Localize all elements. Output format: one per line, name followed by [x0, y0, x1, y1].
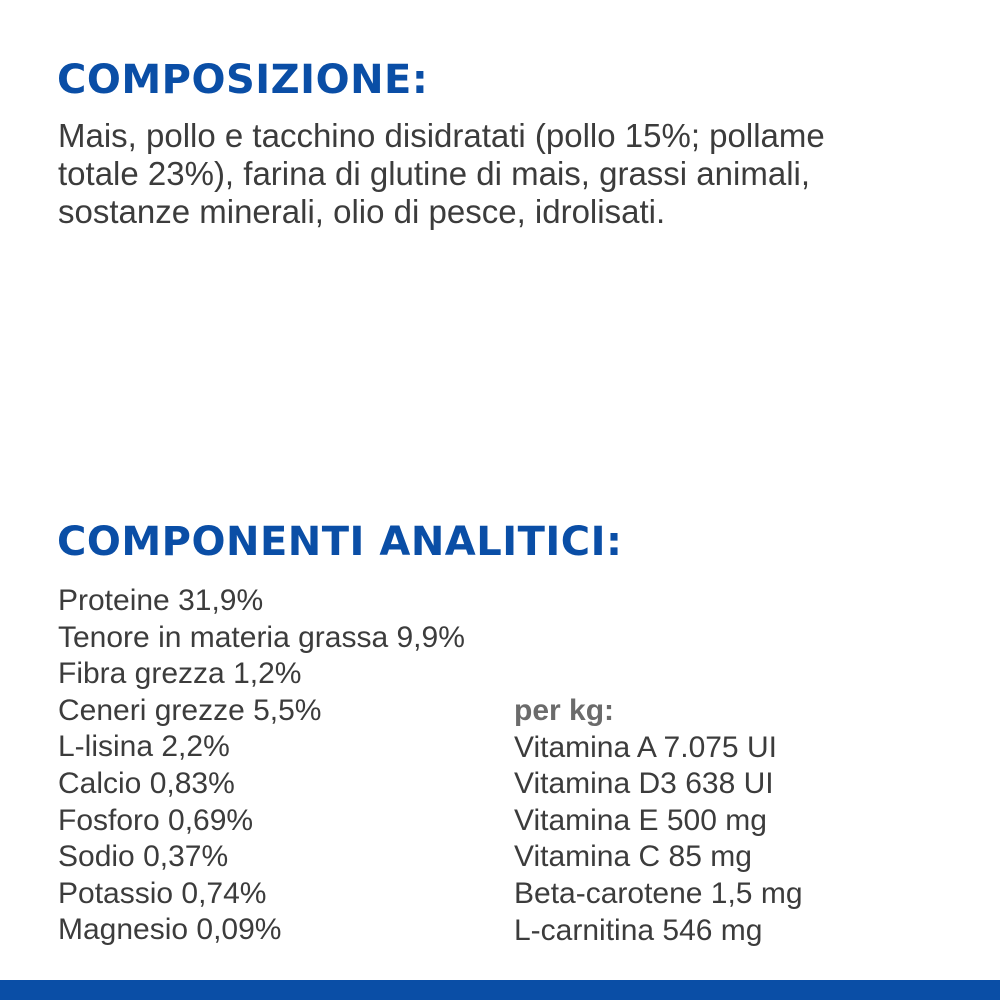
per-kg-item-l-carnitina: L-carnitina 546 mg [514, 913, 763, 947]
composition-line: totale 23%), farina di glutine di mais, grassi animali, [58, 155, 811, 192]
analytics-item-ceneri: Ceneri grezze 5,5% [58, 693, 322, 727]
analytics-item-proteine: Proteine 31,9% [58, 584, 264, 617]
analytics-item-lisina: L-lisina 2,2% [58, 730, 230, 764]
per-kg-label: per kg: [514, 694, 615, 727]
analytics-item-potassio: Potassio 0,74% [58, 876, 267, 910]
analytics-item-grassi: Tenore in materia grassa 9,9% [58, 620, 465, 654]
analytics-list [58, 583, 465, 949]
per-kg-item-vitamina-d3: Vitamina D3 638 UI [514, 767, 774, 801]
analytics-item-fosforo: Fosforo 0,69% [58, 803, 254, 837]
per-kg-item-vitamina-c: Vitamina C 85 mg [514, 840, 752, 874]
per-kg-item-vitamina-a: Vitamina A 7.075 UI [514, 730, 777, 764]
per-kg-item-beta-carotene: Beta-carotene 1,5 mg [514, 876, 803, 910]
analytics-item-magnesio: Magnesio 0,09% [58, 913, 282, 947]
bottom-brand-bar [0, 980, 1000, 1000]
analytics-item-fibra: Fibra grezza 1,2% [58, 657, 302, 691]
per-kg-item-vitamina-e: Vitamina E 500 mg [514, 803, 767, 837]
composition-line: sostanze minerali, olio di pesce, idrolisati. [58, 193, 666, 230]
analytics-item-calcio: Calcio 0,83% [58, 766, 235, 800]
composition-text [58, 117, 988, 231]
composition-line: Mais, pollo e tacchino disidratati (pollo 15%; pollame [58, 117, 825, 154]
composition-heading: COMPOSIZIONE: [57, 57, 429, 103]
per-kg-list [514, 693, 803, 949]
analytics-heading: COMPONENTI ANALITICI: [57, 519, 623, 565]
analytics-item-sodio: Sodio 0,37% [58, 840, 229, 874]
